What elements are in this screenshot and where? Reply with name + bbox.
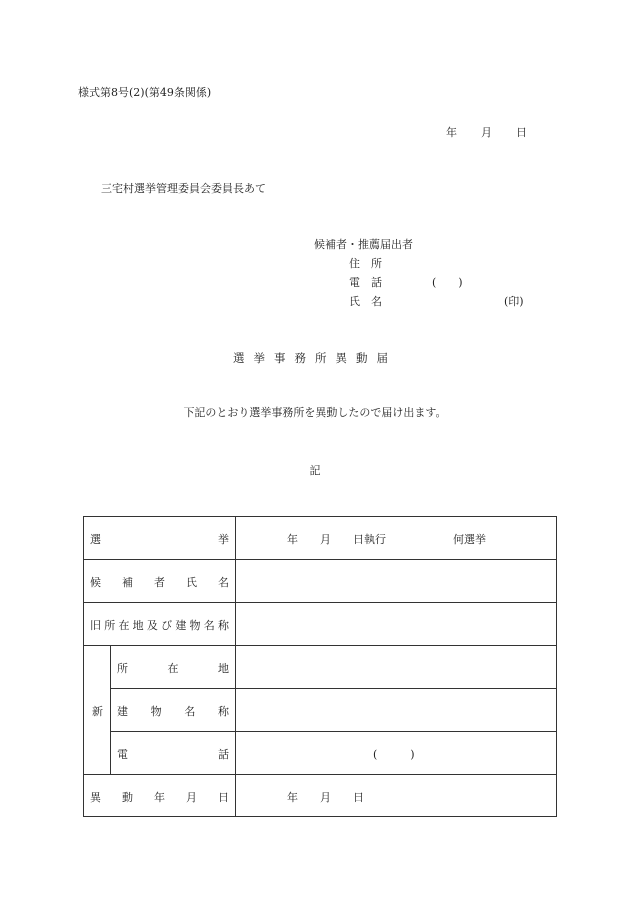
form-table bbox=[83, 516, 557, 817]
label-char: 挙 bbox=[218, 533, 229, 546]
label-char: 物 bbox=[189, 619, 201, 632]
table-divider bbox=[110, 731, 556, 732]
addressee: 三宅村選挙管理委員会委員長あて bbox=[101, 182, 266, 195]
label-char: 話 bbox=[218, 748, 229, 761]
table-divider bbox=[84, 559, 556, 560]
table-new-divider bbox=[110, 645, 111, 774]
label-char: 及 bbox=[146, 619, 158, 632]
table-divider bbox=[84, 774, 556, 775]
table-divider bbox=[84, 602, 556, 603]
new-label: 新 bbox=[92, 705, 103, 718]
label-char: 地 bbox=[218, 662, 229, 675]
label-char: 所 bbox=[117, 662, 128, 675]
label-char: 在 bbox=[167, 662, 179, 675]
label-char: 在 bbox=[118, 619, 130, 632]
form-number: 様式第8号(2)(第49条関係) bbox=[78, 86, 212, 99]
table-divider bbox=[84, 645, 556, 646]
label-char: 建 bbox=[117, 705, 128, 718]
label-char: び bbox=[161, 619, 173, 632]
new-building-label bbox=[117, 703, 229, 719]
label-char: 電 bbox=[117, 748, 128, 761]
label-char: 地 bbox=[132, 619, 144, 632]
label-char: 異 bbox=[90, 791, 101, 804]
date-day: 日 bbox=[516, 126, 527, 139]
label-char: 称 bbox=[217, 705, 229, 718]
label-char: 建 bbox=[175, 619, 187, 632]
label-char: 物 bbox=[150, 705, 162, 718]
statement: 下記のとおり選挙事務所を異動したので届け出ます。 bbox=[183, 406, 447, 419]
applicant-name-label: 氏 名 bbox=[349, 295, 382, 308]
label-char: 者 bbox=[154, 576, 165, 589]
applicant-heading: 候補者・推薦届出者 bbox=[314, 238, 413, 251]
row-old-location-label bbox=[90, 617, 229, 633]
date-year: 年 bbox=[446, 126, 457, 139]
label-char: 旧 bbox=[90, 619, 101, 632]
date-month: 月 bbox=[481, 126, 492, 139]
label-char: 氏 bbox=[186, 576, 197, 589]
row-change-date-label bbox=[90, 789, 229, 805]
row-election-label bbox=[90, 531, 229, 547]
label-char: 所 bbox=[104, 619, 116, 632]
label-char: 選 bbox=[90, 533, 101, 546]
new-phone-parens: ( ) bbox=[373, 748, 415, 761]
applicant-phone-parens: ( ) bbox=[432, 276, 463, 289]
label-char: 日 bbox=[218, 791, 229, 804]
election-type-value: 何選挙 bbox=[453, 533, 486, 546]
label-char: 名 bbox=[203, 619, 215, 632]
table-divider bbox=[110, 688, 556, 689]
label-char: 候 bbox=[90, 576, 101, 589]
election-date-value: 年 月 日執行 bbox=[287, 533, 386, 546]
label-char: 称 bbox=[217, 619, 229, 632]
label-char: 年 bbox=[154, 791, 165, 804]
document-title: 選挙事務所異動届 bbox=[233, 351, 397, 365]
new-location-label bbox=[117, 660, 229, 676]
label-char: 名 bbox=[184, 705, 196, 718]
label-char: 月 bbox=[186, 791, 197, 804]
label-char: 補 bbox=[122, 576, 133, 589]
applicant-address-label: 住 所 bbox=[349, 257, 382, 270]
table-column-divider bbox=[235, 517, 236, 816]
new-phone-label bbox=[117, 746, 229, 762]
label-char: 動 bbox=[122, 791, 133, 804]
label-char: 名 bbox=[218, 576, 229, 589]
seal-mark: (印) bbox=[504, 295, 524, 308]
ki-heading: 記 bbox=[309, 464, 321, 477]
row-candidate-label bbox=[90, 574, 229, 590]
change-date-value: 年 月 日 bbox=[287, 791, 364, 804]
applicant-phone-label: 電 話 bbox=[349, 276, 382, 289]
